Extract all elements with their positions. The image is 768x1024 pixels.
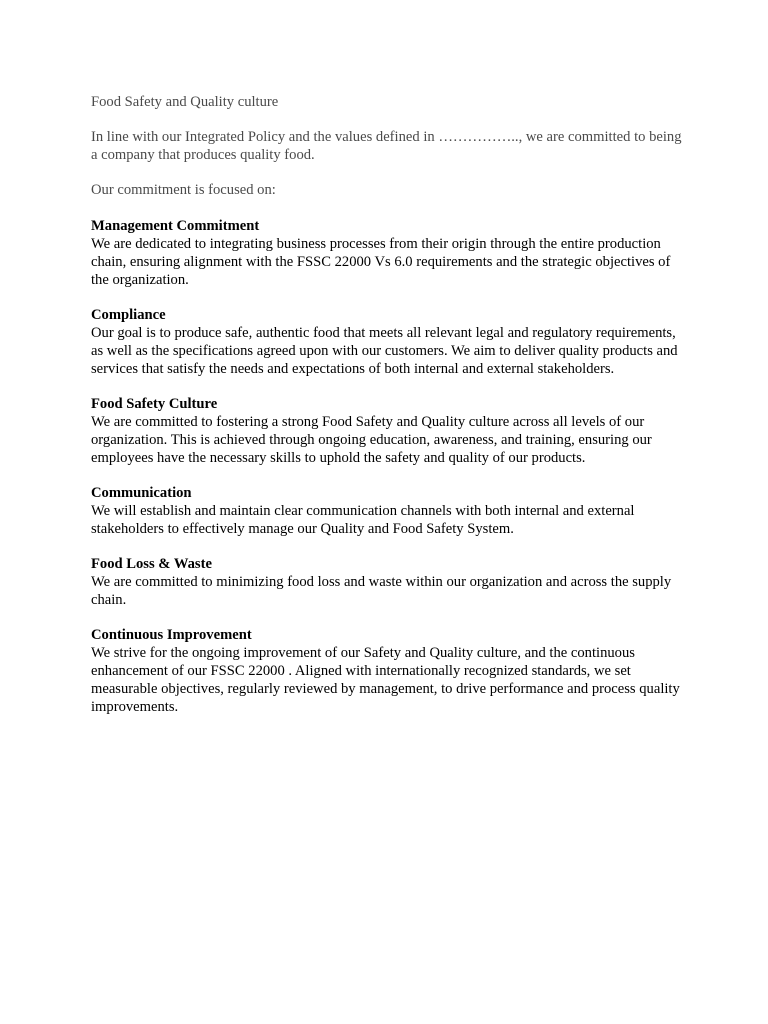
document-title: Food Safety and Quality culture xyxy=(91,94,279,110)
section-management-commitment xyxy=(91,217,691,289)
section-food-loss-waste xyxy=(91,555,691,609)
section-heading: Communication xyxy=(91,485,192,501)
section-heading: Food Safety Culture xyxy=(91,396,218,412)
section-compliance xyxy=(91,306,691,378)
commitment-lead: Our commitment is focused on: xyxy=(91,182,276,198)
section-body: We are dedicated to integrating business processes from their origin through the entire production chain, ensuring alignment with the FSSC 22000 Vs 6.0 requirements and the strategic objectives of the organization. xyxy=(91,236,671,288)
intro-paragraph: In line with our Integrated Policy and the values defined in …………….., we are committed to being a company that produces quality food. xyxy=(91,129,682,163)
section-food-safety-culture xyxy=(91,395,691,467)
section-heading: Compliance xyxy=(91,307,166,323)
section-body: Our goal is to produce safe, authentic food that meets all relevant legal and regulatory requirements, as well as the specifications agreed upon with our customers. We aim to deliver quality products and services that satisfy the needs and expectations of both internal and external stakeholders. xyxy=(91,325,678,377)
document-page xyxy=(91,93,691,733)
section-body: We are committed to minimizing food loss and waste within our organization and across the supply chain. xyxy=(91,574,672,608)
section-heading: Food Loss & Waste xyxy=(91,556,212,572)
section-body: We will establish and maintain clear communication channels with both internal and external stakeholders to effectively manage our Quality and Food Safety System. xyxy=(91,503,635,537)
section-body: We are committed to fostering a strong Food Safety and Quality culture across all levels of our organization. This is achieved through ongoing education, awareness, and training, ensuring our employees have the necessary skills to uphold the safety and quality of our products. xyxy=(91,414,652,466)
section-heading: Continuous Improvement xyxy=(91,627,252,643)
section-continuous-improvement xyxy=(91,626,691,716)
section-communication xyxy=(91,484,691,538)
section-heading: Management Commitment xyxy=(91,218,260,234)
section-body: We strive for the ongoing improvement of our Safety and Quality culture, and the continuous enhancement of our FSSC 22000 . Aligned with internationally recognized standards, we set measurable objectives, regularly reviewed by management, to drive performance and process quality improvements. xyxy=(91,645,680,715)
